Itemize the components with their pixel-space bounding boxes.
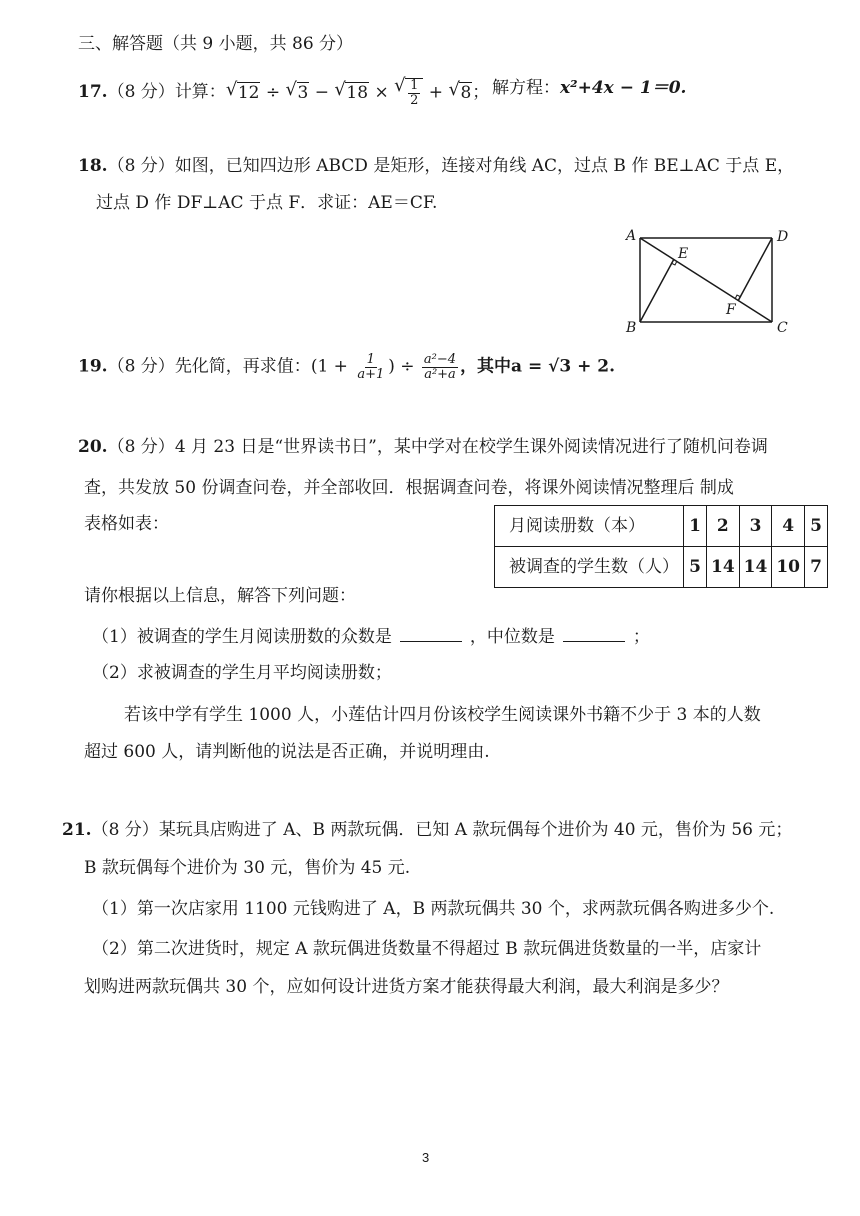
table-cell: 7 <box>805 547 828 588</box>
answer-blank-mode[interactable] <box>400 627 462 642</box>
question-20-line2: 查，共发放 50 份调查问卷，并全部收回．根据调查问卷，将课外阅读情况整理后 制成 <box>84 478 734 498</box>
question-18-points: （8 分） <box>107 156 175 176</box>
times-sign: × <box>369 82 395 103</box>
question-21-line1 <box>62 820 792 840</box>
question-20-sub2: （2）求被调查的学生月平均阅读册数； <box>92 663 392 683</box>
question-17-solve-label: 解方程： <box>492 78 560 98</box>
question-19-tail: ，其中a = √3 + 2. <box>460 356 615 377</box>
question-20-line1 <box>78 437 768 457</box>
question-17-solve <box>492 78 686 98</box>
question-19 <box>78 353 615 381</box>
frac-half <box>408 79 420 107</box>
paren-close: ) ÷ <box>388 356 420 377</box>
question-20-sub1-a: （1）被调查的学生月阅读册数的众数是 <box>92 627 392 647</box>
sqrt-12: 12 <box>237 82 260 103</box>
table-cell: 1 <box>684 506 707 547</box>
question-20-sub3-line2: 超过 600 人，请判断他的说法是否正确，并说明理由. <box>84 742 490 762</box>
sqrt-18: 18 <box>346 82 369 103</box>
frac-half-num: √ 1 <box>410 78 419 93</box>
question-20-sub1 <box>92 627 650 647</box>
table-cell: 3 <box>739 506 772 547</box>
frac1-num: 1 <box>366 352 375 367</box>
table-cell: 14 <box>707 547 740 588</box>
question-21-sub2-line1: （2）第二次进货时，规定 A 款玩偶进货数量不得超过 B 款玩偶进货数量的一半，店家计 <box>92 939 762 959</box>
segment-be <box>640 259 674 322</box>
question-19-points: （8 分） <box>107 356 175 377</box>
table-header-books: 月阅读册数（本） <box>495 506 684 547</box>
question-21-line2: B 款玩偶每个进价为 30 元，售价为 45 元. <box>84 858 411 878</box>
label-b: B <box>626 320 637 336</box>
table-row <box>495 506 828 547</box>
question-17-expression <box>226 78 489 107</box>
paren-open: (1 + <box>310 356 354 377</box>
question-18-line1 <box>78 156 794 176</box>
table-cell: 4 <box>772 506 805 547</box>
label-a: A <box>626 228 637 244</box>
question-17-points: （8 分） <box>107 82 175 103</box>
frac1-den: a+1 <box>357 366 385 382</box>
answer-blank-median[interactable] <box>563 627 625 642</box>
question-20-sub3-line1: 若该中学有学生 1000 人，小莲估计四月份该校学生阅读课外书籍不少于 3 本的人数 <box>124 705 761 725</box>
table-cell: 2 <box>707 506 740 547</box>
question-20-prompt: 请你根据以上信息，解答下列问题： <box>84 586 356 606</box>
table-cell: 5 <box>805 506 828 547</box>
plus-sign: + <box>423 82 449 103</box>
label-f: F <box>726 302 736 318</box>
question-18-line2: 过点 D 作 DF⊥AC 于点 F．求证：AE＝CF. <box>96 193 438 213</box>
question-17-calc-label: 计算： <box>174 82 226 103</box>
frac-half-den: 2 <box>410 92 419 108</box>
question-17-equation: x²+4x − 1＝0. <box>560 78 687 98</box>
question-17-number: 17. <box>78 82 108 103</box>
question-20-sub1-c: ； <box>632 627 650 647</box>
segment-df <box>738 238 772 301</box>
frac2-num: a²−4 <box>423 352 457 367</box>
label-d: D <box>777 229 789 245</box>
page-number: 3 <box>422 1150 430 1165</box>
question-20-line3: 表格如表： <box>84 514 169 534</box>
question-20-points: （8 分） <box>107 437 175 457</box>
question-18-text-1: 如图，已知四边形 ABCD 是矩形，连接对角线 AC，过点 B 作 BE⊥AC 于点 E， <box>174 156 795 176</box>
question-21-text-1: 某玩具店购进了 A、B 两款玩偶．已知 A 款玩偶每个进价为 40 元，售价为 56 元； <box>158 820 793 840</box>
question-20-sub1-b: ，中位数是 <box>469 627 555 647</box>
frac-1-over-a-plus-1 <box>355 353 386 381</box>
question-21-points: （8 分） <box>91 820 159 840</box>
frac-a2-minus-4 <box>422 353 458 381</box>
question-19-expression <box>311 353 460 381</box>
question-18-number: 18. <box>78 156 108 176</box>
frac2-den: a²+a <box>424 366 456 382</box>
sqrt-8: 8 <box>460 82 472 103</box>
table-cell: 14 <box>739 547 772 588</box>
rectangle-figure <box>620 222 800 340</box>
question-20-number: 20. <box>78 437 108 457</box>
question-21-sub1: （1）第一次店家用 1100 元钱购进了 A，B 两款玩偶共 30 个，求两款玩偶各购进多少个. <box>92 899 775 919</box>
minus-sign: − <box>309 82 335 103</box>
div-sign: ÷ <box>260 82 286 103</box>
question-21-number: 21. <box>62 820 92 840</box>
reading-table <box>494 505 828 588</box>
table-cell: 5 <box>684 547 707 588</box>
semicolon: ； <box>472 82 490 103</box>
table-cell: 10 <box>772 547 805 588</box>
label-e: E <box>678 246 689 262</box>
question-17 <box>78 78 489 107</box>
section-heading: 三、解答题（共 9 小题，共 86 分） <box>78 34 354 54</box>
question-19-text: 先化简，再求值： <box>174 356 311 377</box>
table-header-students: 被调查的学生数（人） <box>495 547 684 588</box>
question-20-text-1: 4 月 23 日是“世界读书日”，某中学对在校学生课外阅读情况进行了随机问卷调 <box>174 437 768 457</box>
label-c: C <box>777 320 788 336</box>
question-21-sub2-line2: 划购进两款玩偶共 30 个，应如何设计进货方案才能获得最大利润，最大利润是多少？ <box>84 977 729 997</box>
question-19-number: 19. <box>78 356 108 377</box>
table-row <box>495 547 828 588</box>
sqrt-3: 3 <box>297 82 309 103</box>
diagonal-ac <box>640 238 772 322</box>
